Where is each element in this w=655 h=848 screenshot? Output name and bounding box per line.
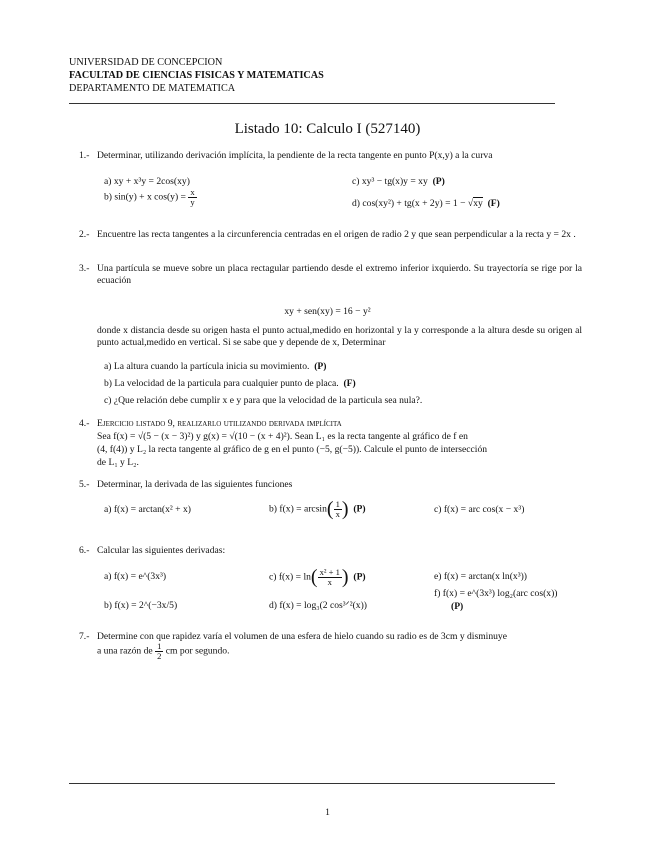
problem-1c-mark: (P) xyxy=(432,176,445,187)
problem-3-text2: donde x distancia desde su origen hasta el punto actual,medido en horizontal y la y corresponde a la altura desde su origen al punto actual,medido en vertical. Si se sabe que y depende de x, Determinar xyxy=(97,325,582,349)
problem-3-equation: xy + sen(xy) = 16 − y² xyxy=(284,306,371,317)
problem-6b: b) f(x) = 2^(−3x/5) xyxy=(104,600,178,611)
problem-7-line2-pre: a una razón de xyxy=(97,645,153,657)
problem-1b xyxy=(104,188,197,207)
problem-7-denominator: 2 xyxy=(157,651,162,662)
problem-6-number: 6.- xyxy=(79,545,90,556)
problem-5b-fraction xyxy=(334,500,342,519)
problem-3-text: Una partícula se mueve sobre un placa rectagular partiendo desde el extremo inferior ixquierdo. Su trayectoría se rige por la ecuación xyxy=(97,263,582,287)
problem-7-line1: Determine con que rapidez varía el volumen de una esfera de hielo cuando su radio es de 3cm y disminuye xyxy=(97,631,507,642)
problem-1b-denominator: y xyxy=(190,197,195,208)
page-title: Listado 10: Calculo I (527140) xyxy=(234,121,421,137)
problem-3a xyxy=(104,361,326,372)
problem-6f-mark: (P) xyxy=(451,601,464,612)
problem-4-line2: (4, f(4)) y L₂ la recta tangente al gráfico de g en el punto (−5, g(−5)). Calcule el punto de intersección xyxy=(97,444,488,455)
header-rule xyxy=(69,103,555,104)
problem-7-fraction xyxy=(155,642,163,661)
problem-5-number: 5.- xyxy=(79,479,90,490)
problem-1b-numerator: x xyxy=(190,187,195,197)
problem-3b xyxy=(104,378,356,389)
problem-1d-text: d) cos(xy²) + tg(x + 2y) = 1 − xyxy=(352,198,468,209)
footer-rule xyxy=(69,783,555,784)
problem-7-line2 xyxy=(97,642,229,661)
problem-3b-text: b) La velocidad de la particula para cualquier punto de placa. xyxy=(104,378,339,389)
problem-5b-denominator: x xyxy=(335,509,340,519)
problem-6a: a) f(x) = e^(3x³) xyxy=(104,571,167,582)
problem-3a-text: a) La altura cuando la partícula inicia su movimiento. xyxy=(104,361,310,372)
problem-4-number: 4.- xyxy=(79,418,90,429)
problem-1b-text: b) sin(y) + x cos(y) = xyxy=(104,191,189,203)
problem-4-line1: Sea f(x) = √(5 − (x − 3)²) y g(x) = √(10 − (x + 4)²). Sean L₁ es la recta tangente al gráfico de f en xyxy=(97,431,468,442)
problem-6c-text: c) f(x) = ln xyxy=(269,571,311,583)
problem-3c: c) ¿Que relación debe cumplir x e y para que la velocidad de la particula sea nula?. xyxy=(104,395,423,406)
page-number: 1 xyxy=(325,807,330,818)
problem-6c-numerator: x² + 1 xyxy=(319,566,340,577)
problem-1b-fraction xyxy=(188,188,196,207)
problem-2-number: 2.- xyxy=(79,229,90,240)
problem-4-line3: de L₁ y L₂. xyxy=(97,457,139,468)
problem-2-text: Encuentre las recta tangentes a la circunferencia centradas en el origen de radio 2 y que sean perpendicular a la recta y = 2x . xyxy=(97,229,576,240)
problem-6c: c) f(x) = ln( $\frac{\text{x² + 1}}{x}$ ) (P) xyxy=(269,566,366,588)
problem-6-text: Calcular las siguientes derivadas: xyxy=(97,545,226,556)
problem-1d: d) cos(xy²) + tg(x + 2y) = 1 − √xy (F) xyxy=(352,198,500,209)
problem-1-number: 1.- xyxy=(79,150,90,161)
problem-1c xyxy=(352,176,445,187)
problem-5b: b) f(x) = arcsin( $\frac{1}{x}$ ) (P) xyxy=(269,498,366,520)
problem-5b-numerator: 1 xyxy=(335,498,340,509)
problem-5a: a) f(x) = arctan(x² + x) xyxy=(104,504,191,515)
problem-3b-mark: (F) xyxy=(343,378,356,389)
department-name: DEPARTAMENTO DE MATEMATICA xyxy=(69,83,236,94)
problem-1d-root: xy xyxy=(473,198,483,209)
problem-1a: a) xy + x³y = 2cos(xy) xyxy=(104,176,190,187)
university-name: UNIVERSIDAD DE CONCEPCION xyxy=(69,57,223,68)
problem-7-numerator: 1 xyxy=(157,641,162,651)
problem-3a-mark: (P) xyxy=(314,361,327,372)
problem-1d-mark: (F) xyxy=(487,198,500,209)
problem-6c-fraction xyxy=(318,568,342,587)
problem-3-number: 3.- xyxy=(79,263,90,274)
problem-6c-denominator: x xyxy=(327,577,332,587)
problem-5b-text: b) f(x) = arcsin xyxy=(269,503,327,515)
problem-7-number: 7.- xyxy=(79,631,90,642)
problem-5c: c) f(x) = arc cos(x − x³) xyxy=(434,504,525,515)
problem-4-heading: Ejercicio listado 9, realizarlo utilizando derivada implícita xyxy=(97,418,342,429)
problem-6d: d) f(x) = log₃(2 cos³ᐟ²(x)) xyxy=(269,600,367,611)
problem-1c-text: c) xy³ − tg(x)y = xy xyxy=(352,176,428,187)
problem-1-text: Determinar, utilizando derivación implícita, la pendiente de la recta tangente en punto P(x,y) a la curva xyxy=(97,150,493,161)
problem-5-text: Determinar, la derivada de las siguientes funciones xyxy=(97,479,293,490)
faculty-name: FACULTAD DE CIENCIAS FISICAS Y MATEMATICAS xyxy=(69,70,324,81)
problem-6c-mark: (P) xyxy=(353,571,366,583)
problem-6e: e) f(x) = arctan(x ln(x³)) xyxy=(434,571,527,582)
problem-5b-mark: (P) xyxy=(353,503,366,515)
problem-6f: f) f(x) = e^(3x³) log₂(arc cos(x)) xyxy=(434,588,558,599)
problem-7-line2-post: cm por segundo. xyxy=(165,645,230,657)
